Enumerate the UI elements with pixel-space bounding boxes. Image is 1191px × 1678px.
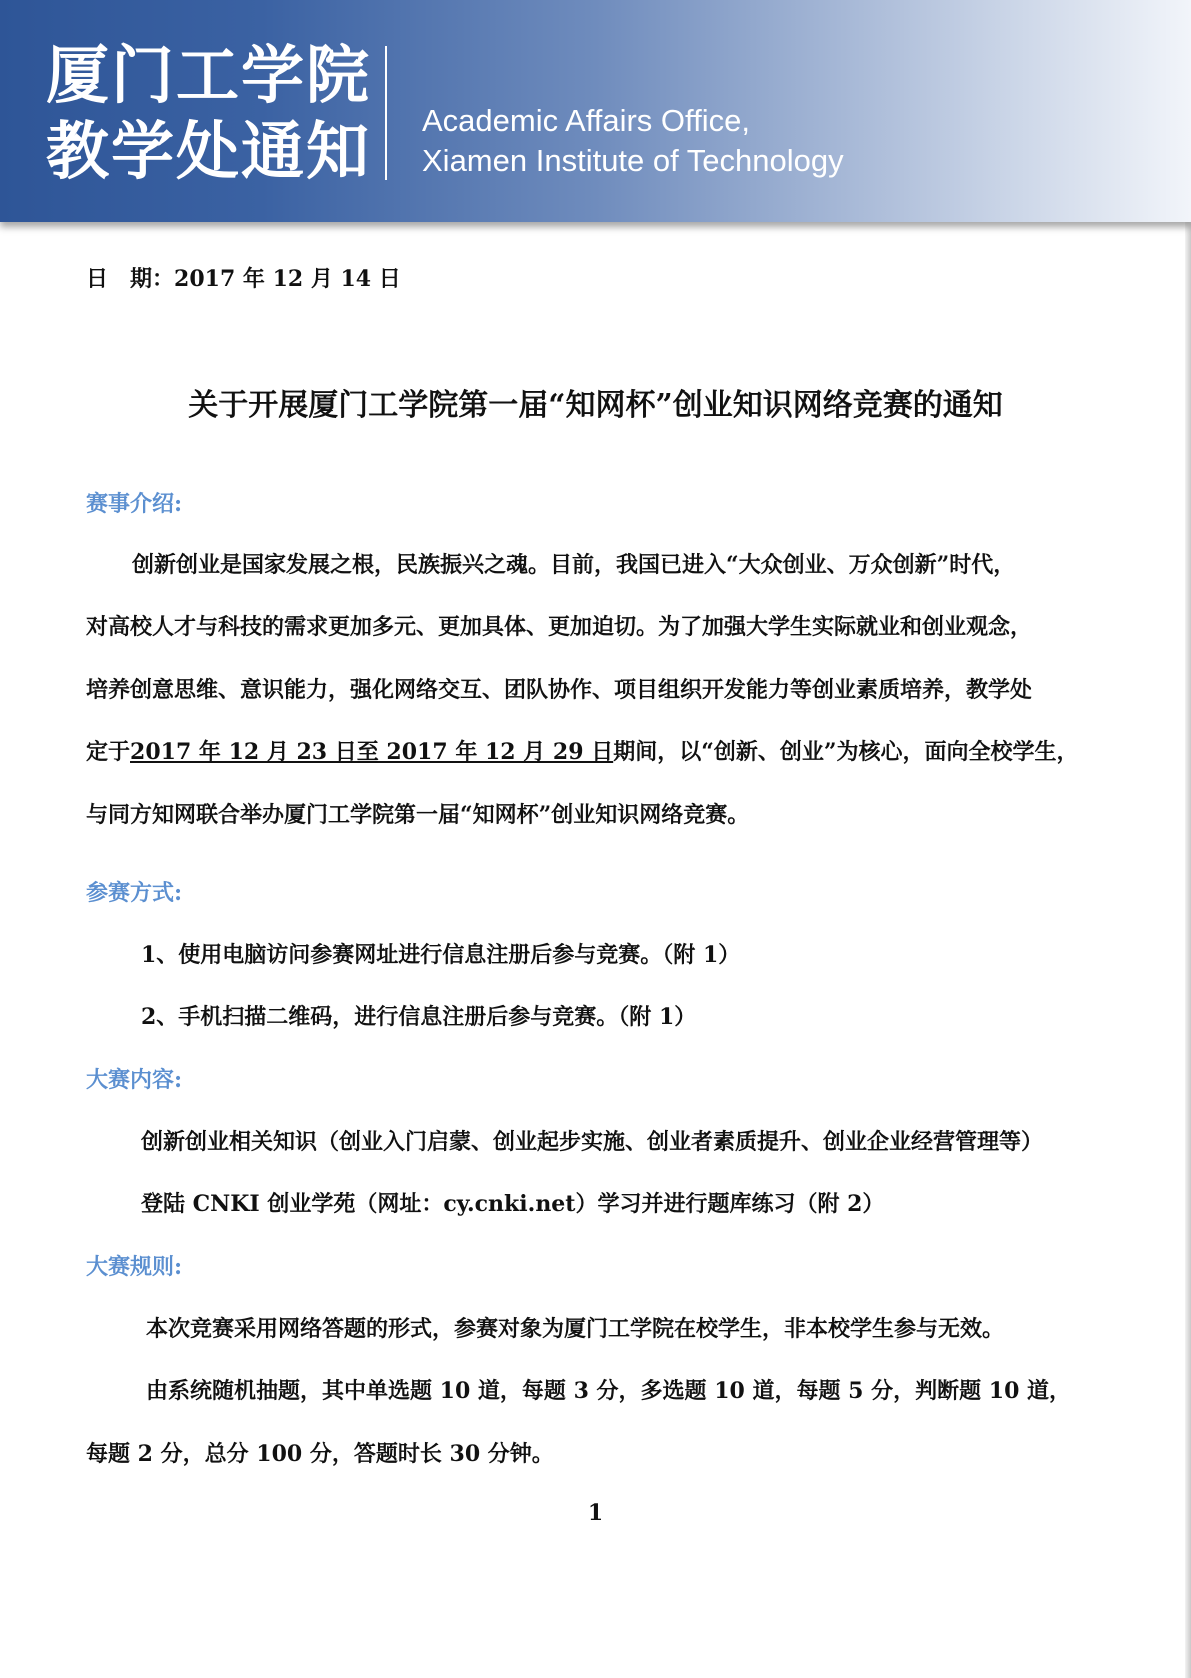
rules-line: 由系统随机抽题，其中单选题 10 道，每题 3 分，多选题 10 道，每题 5 分，判断题 10 道， [146, 1378, 1072, 1404]
intro-paragraph-line [86, 735, 1079, 766]
date-value: 2017 年 12 月 14 日 [174, 266, 401, 292]
section-heading-rules: 大赛规则: [86, 1254, 183, 1280]
institute-name-en: Xiamen Institute of Technology [422, 143, 844, 178]
date-line [86, 262, 401, 293]
rules-line: 每题 2 分，总分 100 分，答题时长 30 分钟。 [86, 1441, 554, 1467]
institute-name: 厦门工学院 [46, 39, 371, 112]
rules-line: 本次竞赛采用网络答题的形式，参赛对象为厦门工学院在校学生，非本校学生参与无效。 [146, 1316, 1005, 1342]
office-name-en: Academic Affairs Office, [422, 103, 750, 138]
section-heading-intro: 赛事介绍: [86, 491, 183, 517]
page-edge-shadow [1185, 220, 1191, 1678]
notice-label: 教学处通知 [46, 115, 371, 188]
header-divider [385, 46, 387, 180]
intro-paragraph-line: 与同方知网联合举办厦门工学院第一届“知网杯”创业知识网络竞赛。 [86, 802, 750, 828]
header-banner [0, 0, 1191, 222]
intro-paragraph-line: 对高校人才与科技的需求更加多元、更加具体、更加迫切。为了加强大学生实际就业和创业观念， [86, 614, 1033, 640]
intro-paragraph-line: 创新创业是国家发展之根，民族振兴之魂。目前，我国已进入“大众创业、万众创新”时代， [132, 552, 1016, 578]
intro-line-prefix: 定于 [86, 739, 131, 765]
date-label: 日 期： [86, 266, 175, 292]
intro-paragraph-line: 培养创意思维、意识能力，强化网络交互、团队协作、项目组织开发能力等创业素质培养，教学处 [86, 677, 1033, 703]
section-heading-method: 参赛方式: [86, 880, 183, 906]
institute-title-cn [46, 38, 371, 190]
document-title: 关于开展厦门工学院第一届“知网杯”创业知识网络竞赛的通知 [188, 388, 1003, 423]
institute-title-en [422, 101, 844, 181]
content-line: 创新创业相关知识（创业入门启蒙、创业起步实施、创业者素质提升、创业企业经营管理等） [141, 1129, 1044, 1155]
intro-line-suffix: 期间，以“创新、创业”为核心，面向全校学生， [613, 739, 1079, 765]
content-line: 登陆 CNKI 创业学苑（网址：cy.cnki.net）学习并进行题库练习（附 2） [141, 1191, 885, 1217]
page-number: 1 [587, 1500, 604, 1526]
competition-date-range: 2017 年 12 月 23 日至 2017 年 12 月 29 日 [130, 739, 614, 765]
method-item: 2、手机扫描二维码，进行信息注册后参与竞赛。（附 1） [141, 1004, 697, 1030]
section-heading-content: 大赛内容: [86, 1067, 183, 1093]
method-item: 1、使用电脑访问参赛网址进行信息注册后参与竞赛。（附 1） [141, 942, 741, 968]
